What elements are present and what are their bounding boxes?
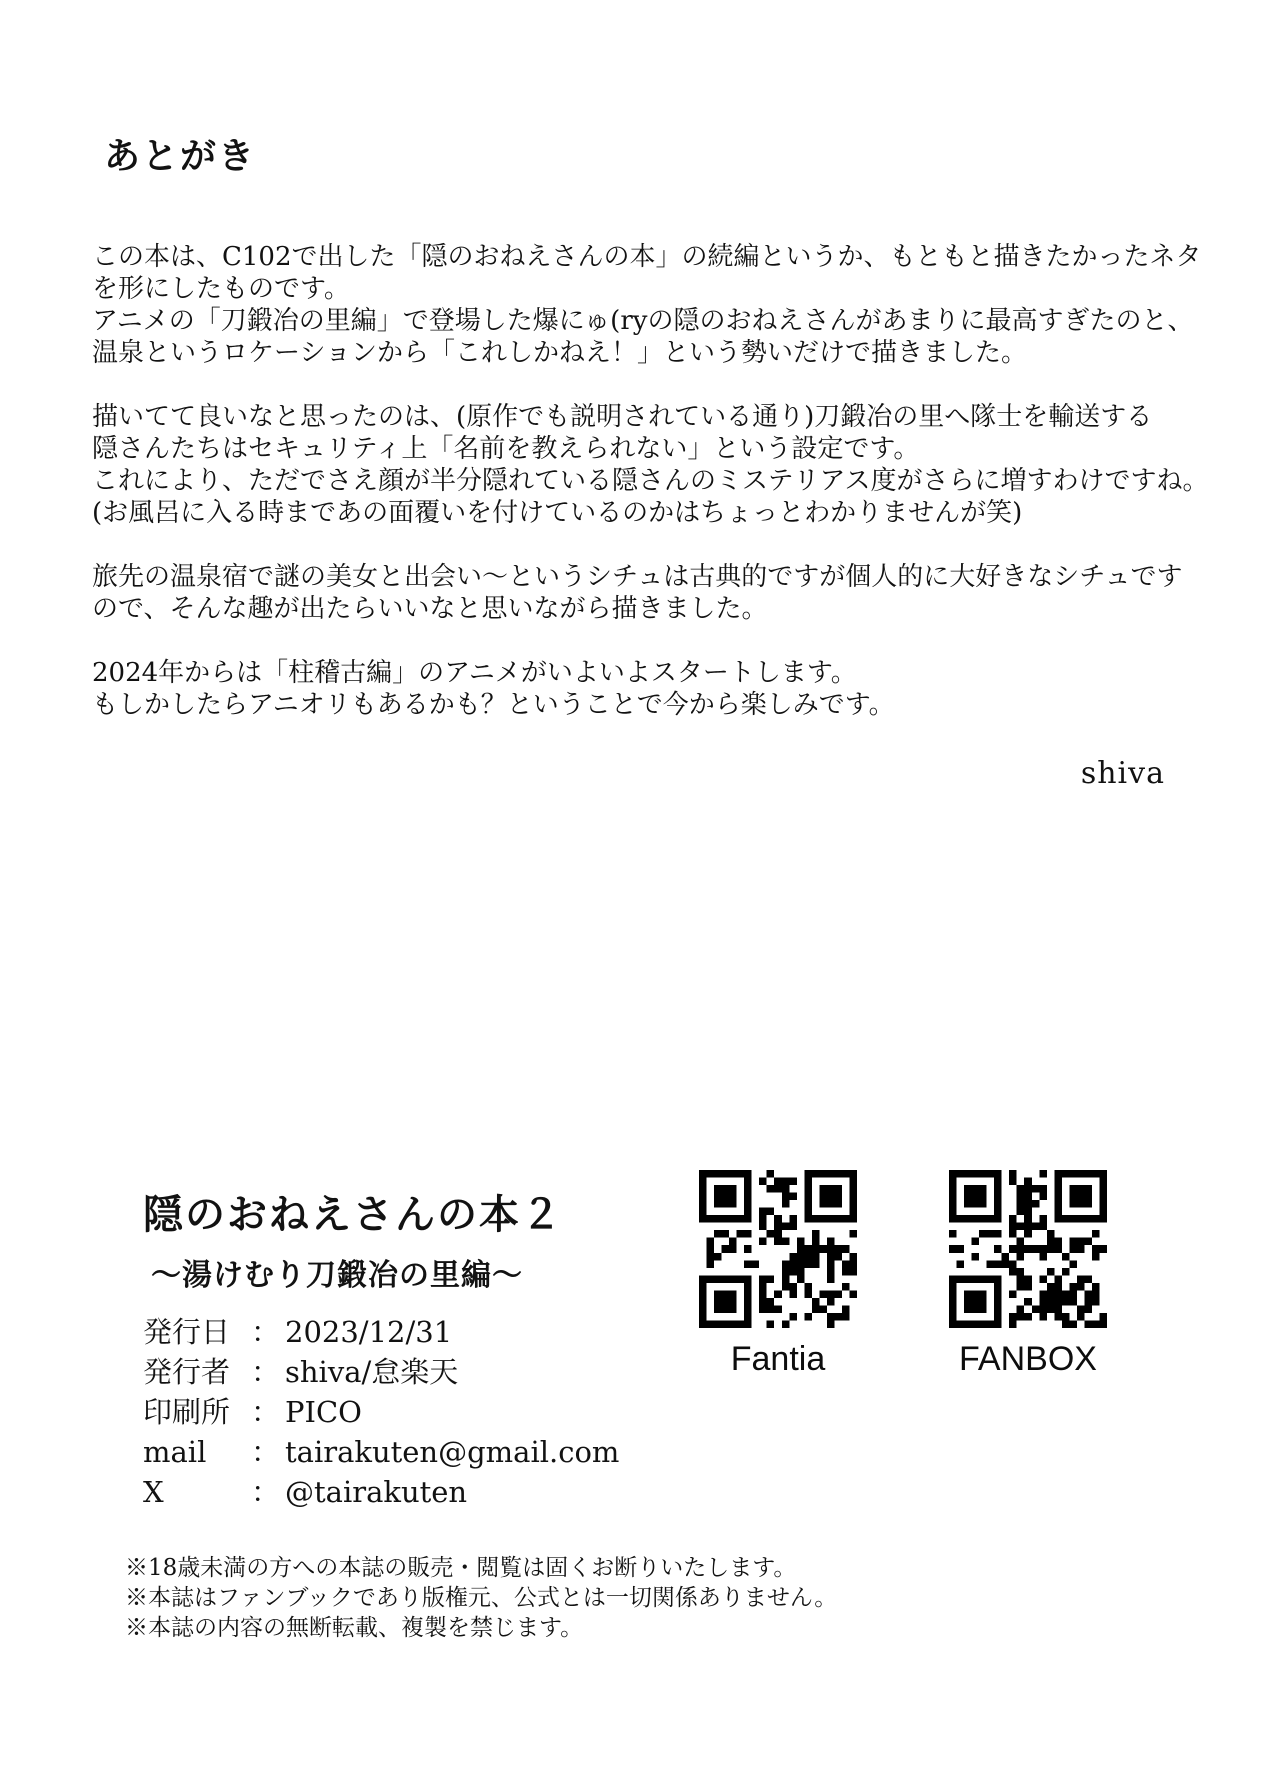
paragraph-line: 2024年からは「柱稽古編」のアニメがいよいよスタートします。 <box>92 658 857 688</box>
paragraph-line: 描いてて良いなと思ったのは、(原作でも説明されている通り)刀鍛冶の里へ隊士を輸送する <box>92 402 1153 432</box>
disclaimer-notes <box>125 1553 837 1643</box>
book-subtitle: 〜湯けむり刀鍛冶の里編〜 <box>151 1258 523 1293</box>
paragraph-line: もしかしたらアニオリもあるかも？ということで今から楽しみです。 <box>92 690 895 720</box>
paragraph-line: アニメの「刀鍛冶の里編」で登場した爆にゅ(ryの隠のおねえさんがあまりに最高すぎたのと、 <box>92 306 1194 336</box>
colophon-details <box>143 1312 619 1512</box>
x-handle: @tairakuten <box>285 1475 468 1509</box>
colophon-row <box>143 1472 619 1512</box>
book-title: 隠のおねえさんの本２ <box>143 1191 563 1238</box>
printer-name: PICO <box>285 1395 362 1429</box>
colophon-row <box>143 1312 619 1352</box>
fantia-qr-block <box>699 1170 857 1379</box>
paragraph-line: この本は、C102で出した「隠のおねえさんの本」の続編というか、もともと描きたかったネタ <box>92 242 1202 272</box>
colophon-label: 印刷所 <box>143 1395 231 1429</box>
paragraph-line: 旅先の温泉宿で謎の美女と出会い〜というシチュは古典的ですが個人的に大好きなシチュです <box>92 562 1183 592</box>
fanbox-qr-block <box>949 1170 1107 1379</box>
colophon-separator: ： <box>251 1435 281 1469</box>
publisher-name: shiva/怠楽天 <box>285 1355 459 1389</box>
colophon-row <box>143 1392 619 1432</box>
paragraph-line: (お風呂に入る時まであの面覆いを付けているのかはちょっとわかりませんが笑) <box>92 498 1023 528</box>
disclaimer-line: ※本誌はファンブックであり版権元、公式とは一切関係ありません。 <box>125 1585 838 1611</box>
colophon-label: X <box>143 1475 164 1509</box>
afterword-paragraph <box>92 401 1242 529</box>
publish-date: 2023/12/31 <box>285 1315 453 1349</box>
afterword-paragraph <box>92 561 1242 625</box>
paragraph-line: 隠さんたちはセキュリティ上「名前を教えられない」という設定です。 <box>92 434 920 464</box>
mail-address: tairakuten@gmail.com <box>285 1435 620 1469</box>
paragraph-line: を形にしたものです。 <box>92 274 350 304</box>
afterword-paragraph <box>92 241 1242 369</box>
disclaimer-line: ※本誌の内容の無断転載、複製を禁じます。 <box>125 1615 584 1641</box>
colophon-title-block <box>143 1183 563 1294</box>
fantia-qr-label: Fantia <box>730 1340 826 1378</box>
paragraph-line: これにより、ただでさえ顔が半分隠れている隠さんのミステリアス度がさらに増すわけですね。 <box>92 466 1209 496</box>
fanbox-qr-code-icon <box>949 1170 1107 1328</box>
afterword-paragraph <box>92 657 1242 721</box>
fanbox-qr-label: FANBOX <box>959 1340 1097 1378</box>
disclaimer-line: ※18歳未満の方への本誌の販売・閲覧は固くお断りいたします。 <box>125 1555 797 1581</box>
colophon-label: mail <box>143 1435 207 1469</box>
colophon-row <box>143 1432 619 1472</box>
fantia-qr-code-icon <box>699 1170 857 1328</box>
colophon-separator: ： <box>251 1395 281 1429</box>
colophon-separator: ： <box>251 1355 281 1389</box>
colophon-row <box>143 1352 619 1392</box>
colophon-separator: ： <box>251 1315 281 1349</box>
paragraph-line: ので、そんな趣が出たらいいなと思いながら描きました。 <box>92 594 768 624</box>
colophon-label: 発行日 <box>143 1315 231 1349</box>
colophon-label: 発行者 <box>143 1355 231 1389</box>
afterword-section <box>92 128 1242 721</box>
paragraph-line: 温泉というロケーションから「これしかねえ！」という勢いだけで描きました。 <box>92 338 1027 368</box>
author-signature: shiva <box>1080 756 1165 791</box>
colophon-separator: ： <box>251 1475 281 1509</box>
afterword-heading: あとがき <box>104 135 257 177</box>
